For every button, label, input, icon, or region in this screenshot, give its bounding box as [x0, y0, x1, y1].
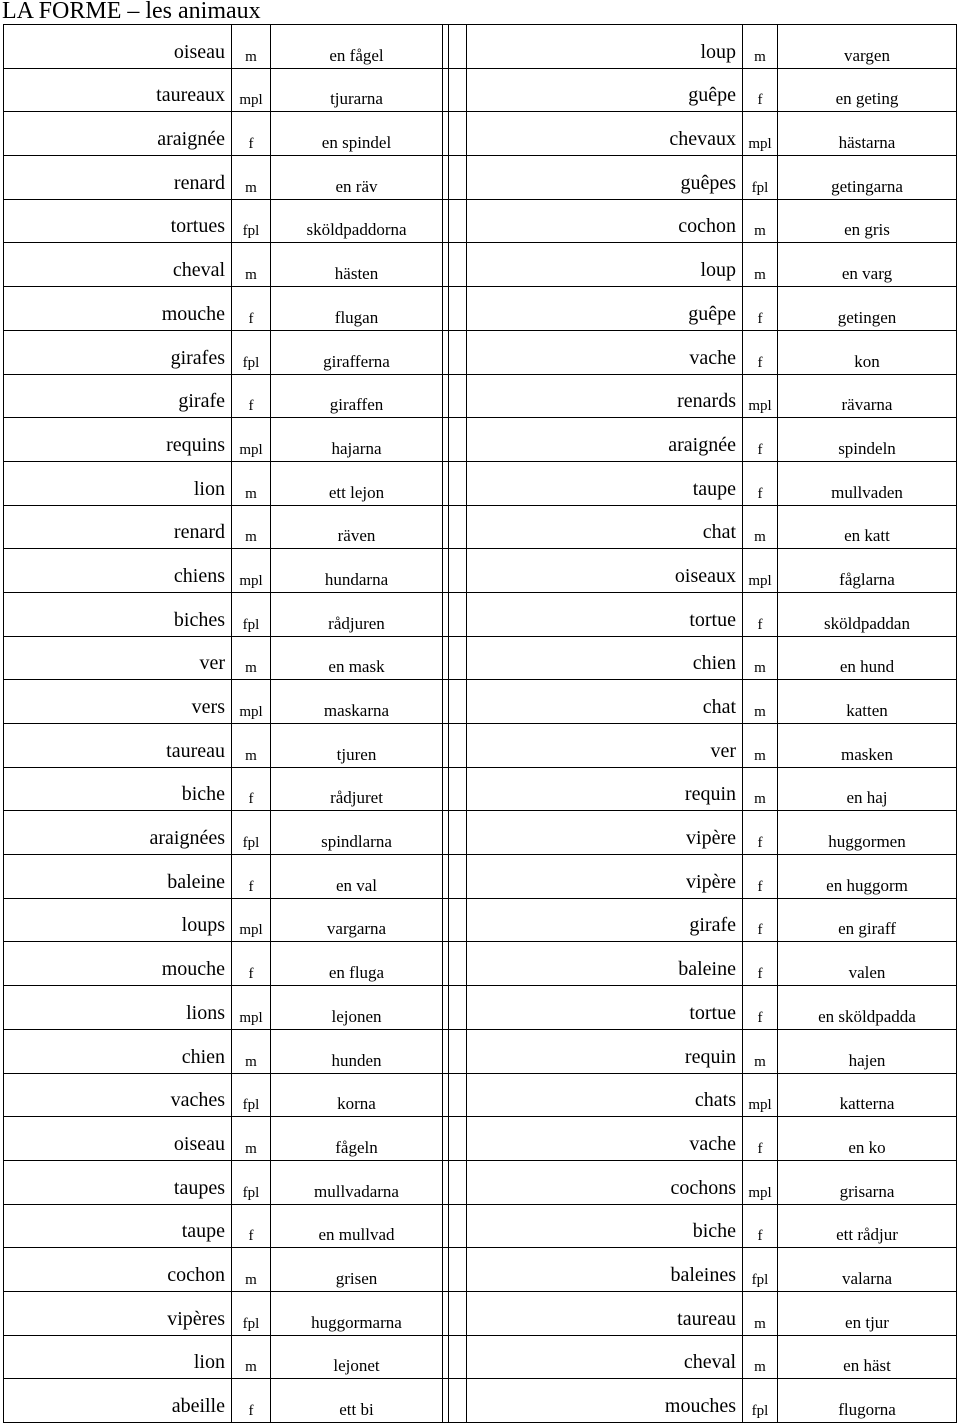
swedish-translation-right: fåglarna	[778, 549, 957, 593]
swedish-translation-left: en mask	[271, 636, 443, 680]
french-word-left: oiseau	[4, 1117, 232, 1161]
swedish-translation-left: en fluga	[271, 942, 443, 986]
gender-right: f	[743, 855, 778, 899]
column-spacer	[449, 243, 467, 287]
gender-right: mpl	[743, 1160, 778, 1204]
table-row	[4, 942, 957, 986]
gender-right: f	[743, 1117, 778, 1161]
french-word-left: araignée	[4, 112, 232, 156]
swedish-translation-left: flugan	[271, 287, 443, 331]
column-spacer	[449, 942, 467, 986]
french-word-left: vipères	[4, 1291, 232, 1335]
french-word-right: chat	[467, 505, 743, 549]
table-row	[4, 330, 957, 374]
french-word-left: baleine	[4, 855, 232, 899]
gender-right: f	[743, 811, 778, 855]
swedish-translation-left: hajarna	[271, 418, 443, 462]
french-word-right: requin	[467, 767, 743, 811]
table-row	[4, 374, 957, 418]
gender-right: f	[743, 1204, 778, 1248]
french-word-right: cochons	[467, 1160, 743, 1204]
gender-left: f	[232, 287, 271, 331]
french-word-right: biche	[467, 1204, 743, 1248]
gender-right: mpl	[743, 1073, 778, 1117]
page-title: LA FORME – les animaux	[2, 0, 261, 24]
gender-left: fpl	[232, 811, 271, 855]
gender-left: m	[232, 1335, 271, 1379]
swedish-translation-right: en haj	[778, 767, 957, 811]
french-word-right: vipère	[467, 811, 743, 855]
gender-left: f	[232, 112, 271, 156]
swedish-translation-left: lejonet	[271, 1335, 443, 1379]
swedish-translation-left: rådjuren	[271, 592, 443, 636]
french-word-right: guêpes	[467, 156, 743, 200]
swedish-translation-right: huggormen	[778, 811, 957, 855]
swedish-translation-left: maskarna	[271, 680, 443, 724]
gender-right: f	[743, 986, 778, 1030]
table-row	[4, 549, 957, 593]
table-row	[4, 156, 957, 200]
column-spacer	[449, 418, 467, 462]
table-row	[4, 461, 957, 505]
table-row	[4, 199, 957, 243]
column-spacer	[449, 549, 467, 593]
swedish-translation-left: sköldpaddorna	[271, 199, 443, 243]
gender-right: f	[743, 942, 778, 986]
column-spacer	[449, 724, 467, 768]
column-spacer	[449, 767, 467, 811]
gender-right: m	[743, 636, 778, 680]
swedish-translation-left: tjurarna	[271, 68, 443, 112]
gender-right: f	[743, 418, 778, 462]
swedish-translation-right: en varg	[778, 243, 957, 287]
french-word-right: araignée	[467, 418, 743, 462]
table-row	[4, 1073, 957, 1117]
gender-left: mpl	[232, 68, 271, 112]
table-row	[4, 25, 957, 69]
swedish-translation-left: grisen	[271, 1248, 443, 1292]
french-word-right: ver	[467, 724, 743, 768]
column-spacer	[449, 1117, 467, 1161]
swedish-translation-right: en giraff	[778, 898, 957, 942]
table-row	[4, 505, 957, 549]
gender-right: f	[743, 330, 778, 374]
swedish-translation-left: hundarna	[271, 549, 443, 593]
table-row	[4, 811, 957, 855]
swedish-translation-right: sköldpaddan	[778, 592, 957, 636]
gender-right: f	[743, 898, 778, 942]
column-spacer	[449, 898, 467, 942]
gender-left: mpl	[232, 898, 271, 942]
swedish-translation-left: lejonen	[271, 986, 443, 1030]
swedish-translation-right: en häst	[778, 1335, 957, 1379]
gender-left: fpl	[232, 1073, 271, 1117]
french-word-left: mouche	[4, 942, 232, 986]
column-spacer	[449, 986, 467, 1030]
gender-right: m	[743, 505, 778, 549]
swedish-translation-left: räven	[271, 505, 443, 549]
french-word-right: chats	[467, 1073, 743, 1117]
table-row	[4, 986, 957, 1030]
swedish-translation-right: valarna	[778, 1248, 957, 1292]
gender-left: m	[232, 25, 271, 69]
french-word-left: renard	[4, 505, 232, 549]
french-word-left: vers	[4, 680, 232, 724]
french-word-right: taupe	[467, 461, 743, 505]
french-word-left: abeille	[4, 1379, 232, 1423]
french-word-right: vache	[467, 330, 743, 374]
french-word-right: vipère	[467, 855, 743, 899]
swedish-translation-left: giraffen	[271, 374, 443, 418]
french-word-left: lion	[4, 461, 232, 505]
column-spacer	[449, 1248, 467, 1292]
swedish-translation-left: en räv	[271, 156, 443, 200]
french-word-right: guêpe	[467, 287, 743, 331]
gender-right: f	[743, 287, 778, 331]
swedish-translation-left: rådjuret	[271, 767, 443, 811]
gender-left: f	[232, 855, 271, 899]
column-spacer	[449, 1204, 467, 1248]
table-row	[4, 636, 957, 680]
swedish-translation-left: huggormarna	[271, 1291, 443, 1335]
swedish-translation-left: ett bi	[271, 1379, 443, 1423]
swedish-translation-right: vargen	[778, 25, 957, 69]
table-row	[4, 243, 957, 287]
french-word-right: chat	[467, 680, 743, 724]
column-spacer	[449, 855, 467, 899]
gender-left: f	[232, 942, 271, 986]
gender-right: m	[743, 1291, 778, 1335]
french-word-left: taureaux	[4, 68, 232, 112]
column-spacer	[449, 1335, 467, 1379]
french-word-left: ver	[4, 636, 232, 680]
gender-left: mpl	[232, 680, 271, 724]
gender-left: m	[232, 1248, 271, 1292]
french-word-left: tortues	[4, 199, 232, 243]
french-word-left: lion	[4, 1335, 232, 1379]
french-word-left: requins	[4, 418, 232, 462]
swedish-translation-left: girafferna	[271, 330, 443, 374]
gender-left: fpl	[232, 330, 271, 374]
swedish-translation-right: mullvaden	[778, 461, 957, 505]
french-word-left: lions	[4, 986, 232, 1030]
gender-right: f	[743, 592, 778, 636]
gender-left: mpl	[232, 418, 271, 462]
column-spacer	[449, 68, 467, 112]
swedish-translation-right: hajen	[778, 1029, 957, 1073]
table-row	[4, 1335, 957, 1379]
gender-left: m	[232, 724, 271, 768]
table-row	[4, 1117, 957, 1161]
gender-left: fpl	[232, 199, 271, 243]
table-row	[4, 680, 957, 724]
swedish-translation-left: en mullvad	[271, 1204, 443, 1248]
swedish-translation-right: en katt	[778, 505, 957, 549]
column-spacer	[449, 374, 467, 418]
swedish-translation-right: hästarna	[778, 112, 957, 156]
swedish-translation-right: rävarna	[778, 374, 957, 418]
column-spacer	[449, 592, 467, 636]
gender-right: m	[743, 767, 778, 811]
swedish-translation-left: mullvadarna	[271, 1160, 443, 1204]
table-row	[4, 724, 957, 768]
gender-left: m	[232, 1029, 271, 1073]
french-word-left: biche	[4, 767, 232, 811]
column-spacer	[449, 1029, 467, 1073]
table-row	[4, 112, 957, 156]
french-word-right: girafe	[467, 898, 743, 942]
french-word-right: mouches	[467, 1379, 743, 1423]
french-word-right: cochon	[467, 199, 743, 243]
column-spacer	[449, 330, 467, 374]
swedish-translation-left: en spindel	[271, 112, 443, 156]
swedish-translation-right: valen	[778, 942, 957, 986]
french-word-left: vaches	[4, 1073, 232, 1117]
swedish-translation-right: grisarna	[778, 1160, 957, 1204]
french-word-right: tortue	[467, 592, 743, 636]
swedish-translation-left: en val	[271, 855, 443, 899]
french-word-right: loup	[467, 25, 743, 69]
gender-right: fpl	[743, 1379, 778, 1423]
table-row	[4, 287, 957, 331]
gender-left: mpl	[232, 549, 271, 593]
swedish-translation-left: hunden	[271, 1029, 443, 1073]
table-row	[4, 68, 957, 112]
table-body	[4, 25, 957, 1423]
gender-left: m	[232, 156, 271, 200]
gender-right: mpl	[743, 112, 778, 156]
french-word-left: oiseau	[4, 25, 232, 69]
french-word-left: taupe	[4, 1204, 232, 1248]
french-word-right: chien	[467, 636, 743, 680]
french-word-right: vache	[467, 1117, 743, 1161]
table-row	[4, 1029, 957, 1073]
gender-right: fpl	[743, 156, 778, 200]
swedish-translation-right: getingarna	[778, 156, 957, 200]
gender-left: f	[232, 1379, 271, 1423]
swedish-translation-right: ett rådjur	[778, 1204, 957, 1248]
gender-right: mpl	[743, 374, 778, 418]
gender-left: f	[232, 374, 271, 418]
gender-right: mpl	[743, 549, 778, 593]
french-word-left: chiens	[4, 549, 232, 593]
french-word-right: tortue	[467, 986, 743, 1030]
swedish-translation-right: en hund	[778, 636, 957, 680]
gender-left: f	[232, 1204, 271, 1248]
column-spacer	[449, 680, 467, 724]
swedish-translation-right: katterna	[778, 1073, 957, 1117]
column-spacer	[449, 1379, 467, 1423]
swedish-translation-right: kon	[778, 330, 957, 374]
french-word-left: renard	[4, 156, 232, 200]
french-word-left: girafes	[4, 330, 232, 374]
french-word-left: cheval	[4, 243, 232, 287]
column-spacer	[449, 505, 467, 549]
swedish-translation-right: en gris	[778, 199, 957, 243]
french-word-right: cheval	[467, 1335, 743, 1379]
column-spacer	[449, 199, 467, 243]
gender-right: m	[743, 25, 778, 69]
gender-right: m	[743, 243, 778, 287]
swedish-translation-left: korna	[271, 1073, 443, 1117]
gender-right: m	[743, 1335, 778, 1379]
gender-left: m	[232, 243, 271, 287]
column-spacer	[449, 287, 467, 331]
swedish-translation-right: en huggorm	[778, 855, 957, 899]
french-word-right: requin	[467, 1029, 743, 1073]
french-word-right: oiseaux	[467, 549, 743, 593]
gender-left: fpl	[232, 1160, 271, 1204]
french-word-right: guêpe	[467, 68, 743, 112]
table-row	[4, 1204, 957, 1248]
swedish-translation-right: en tjur	[778, 1291, 957, 1335]
french-word-left: loups	[4, 898, 232, 942]
swedish-translation-right: flugorna	[778, 1379, 957, 1423]
column-spacer	[449, 1073, 467, 1117]
french-word-left: biches	[4, 592, 232, 636]
swedish-translation-left: en fågel	[271, 25, 443, 69]
table-row	[4, 592, 957, 636]
french-word-right: baleine	[467, 942, 743, 986]
french-word-left: taupes	[4, 1160, 232, 1204]
table-row	[4, 898, 957, 942]
column-spacer	[449, 636, 467, 680]
gender-left: m	[232, 1117, 271, 1161]
french-word-right: baleines	[467, 1248, 743, 1292]
swedish-translation-right: getingen	[778, 287, 957, 331]
french-word-left: taureau	[4, 724, 232, 768]
column-spacer	[449, 1160, 467, 1204]
swedish-translation-right: spindeln	[778, 418, 957, 462]
column-spacer	[449, 156, 467, 200]
table-row	[4, 855, 957, 899]
gender-left: m	[232, 461, 271, 505]
gender-right: fpl	[743, 1248, 778, 1292]
gender-left: fpl	[232, 1291, 271, 1335]
swedish-translation-right: katten	[778, 680, 957, 724]
column-spacer	[449, 811, 467, 855]
gender-left: fpl	[232, 592, 271, 636]
gender-right: m	[743, 1029, 778, 1073]
swedish-translation-right: masken	[778, 724, 957, 768]
gender-left: m	[232, 505, 271, 549]
french-word-right: chevaux	[467, 112, 743, 156]
gender-left: f	[232, 767, 271, 811]
swedish-translation-left: spindlarna	[271, 811, 443, 855]
french-word-right: loup	[467, 243, 743, 287]
french-word-left: girafe	[4, 374, 232, 418]
gender-right: m	[743, 724, 778, 768]
gender-right: f	[743, 461, 778, 505]
table-row	[4, 418, 957, 462]
table-row	[4, 1248, 957, 1292]
column-spacer	[449, 112, 467, 156]
swedish-translation-right: en sköldpadda	[778, 986, 957, 1030]
french-word-left: mouche	[4, 287, 232, 331]
swedish-translation-right: en geting	[778, 68, 957, 112]
french-word-left: chien	[4, 1029, 232, 1073]
french-word-left: araignées	[4, 811, 232, 855]
table-row	[4, 767, 957, 811]
gender-right: m	[743, 680, 778, 724]
gender-left: mpl	[232, 986, 271, 1030]
vocabulary-table	[3, 24, 957, 1423]
swedish-translation-left: fågeln	[271, 1117, 443, 1161]
table-row	[4, 1160, 957, 1204]
swedish-translation-left: ett lejon	[271, 461, 443, 505]
swedish-translation-left: vargarna	[271, 898, 443, 942]
table-row	[4, 1379, 957, 1423]
gender-left: m	[232, 636, 271, 680]
french-word-right: renards	[467, 374, 743, 418]
gender-right: m	[743, 199, 778, 243]
swedish-translation-left: tjuren	[271, 724, 443, 768]
swedish-translation-right: en ko	[778, 1117, 957, 1161]
gender-right: f	[743, 68, 778, 112]
column-spacer	[449, 461, 467, 505]
column-spacer	[449, 25, 467, 69]
french-word-left: cochon	[4, 1248, 232, 1292]
french-word-right: taureau	[467, 1291, 743, 1335]
swedish-translation-left: hästen	[271, 243, 443, 287]
